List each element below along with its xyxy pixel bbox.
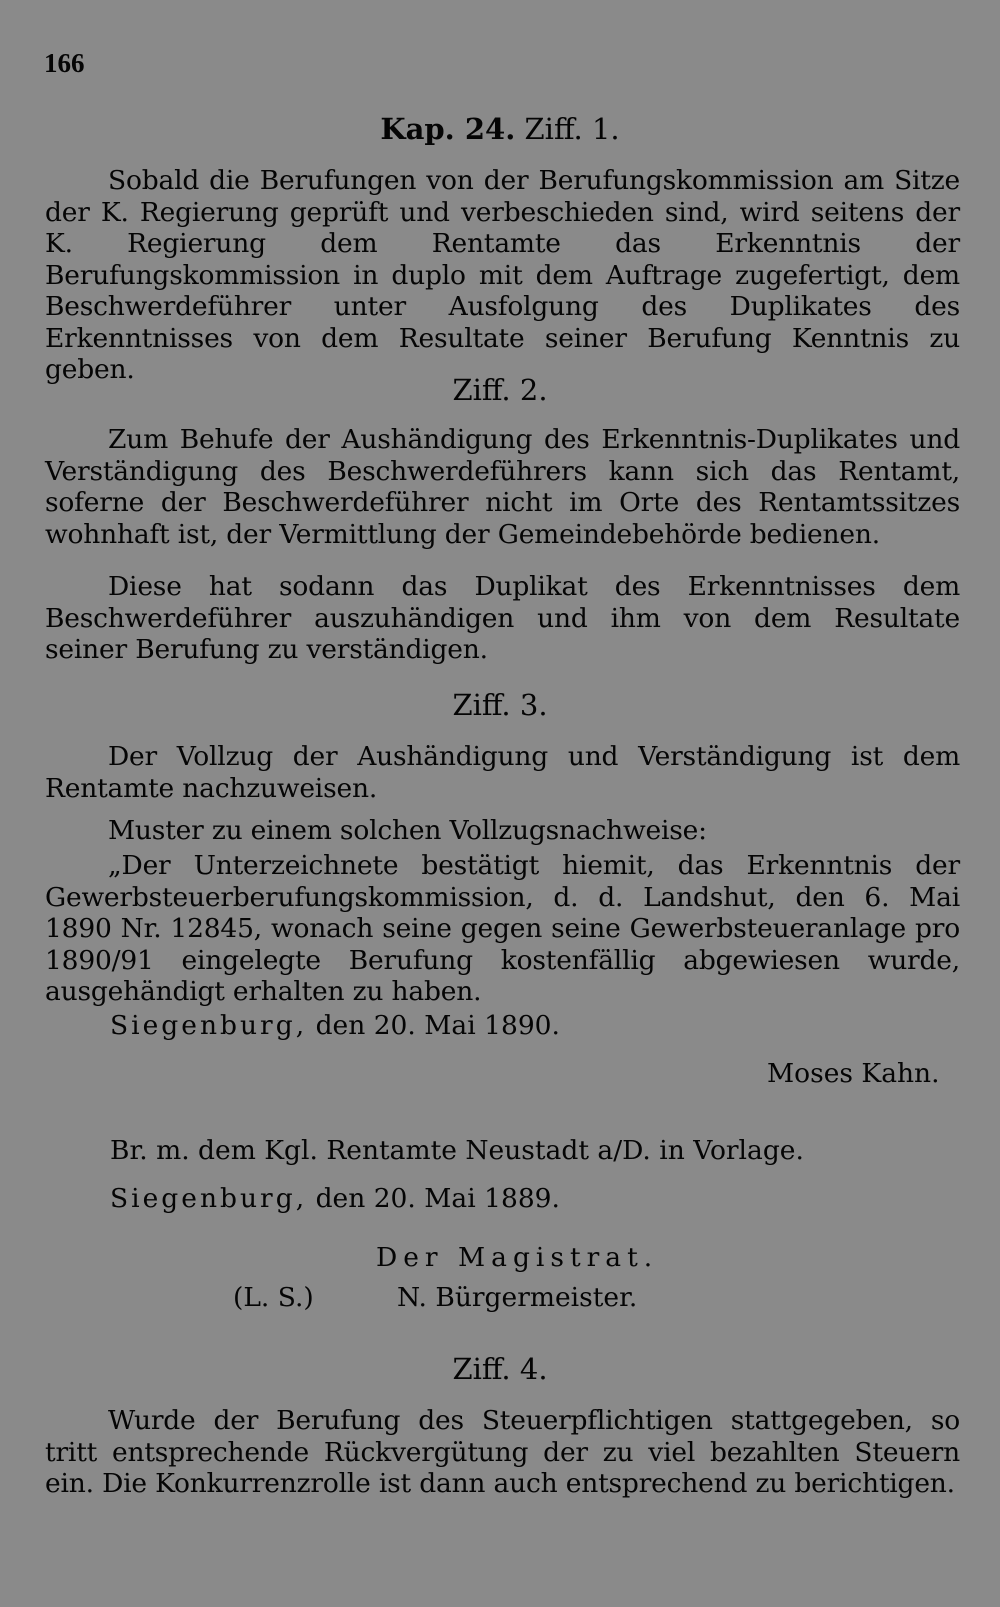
ziff3-title: Ziff. 3. [452, 688, 548, 722]
magistrat-heading: Der Magistrat. [376, 1242, 659, 1273]
ziff3-paragraph-2: Muster zu einem solchen Vollzugsnachweise: [108, 815, 707, 846]
ziff1-title: Ziff. 1. [524, 112, 620, 146]
ziff3-paragraph-1: Der Vollzug der Aushändigung und Verständigung ist dem Rentamte nachzuweisen. [45, 741, 960, 804]
ziff4-paragraph: Wurde der Berufung des Steuerpflichtigen stattgegeben, so tritt entsprechende Rückvergütung der zu viel bezahlten Steuern ein. Die Konkurrenzrolle ist dann auch entsprechend zu berichtigen. [45, 1405, 960, 1499]
ziff2-title: Ziff. 2. [452, 373, 548, 407]
seal-mark: (L. S.) [233, 1282, 314, 1313]
place-date-1 [110, 1010, 560, 1041]
chapter-heading [0, 112, 1000, 146]
signature-1: Moses Kahn. [767, 1058, 940, 1089]
place-date-2 [110, 1183, 560, 1214]
ziff3-quote: „Der Unterzeichnete bestätigt hiemit, das Erkenntnis der Gewerbsteuerberufungskommission, d. d. Landshut, den 6. Mai 1890 Nr. 12845, wonach seine gegen seine Gewerbsteueranlage pro 1890/91 eingelegte Berufung kostenfällig abgewiesen wurde, ausgehändigt erhalten zu haben. [45, 850, 960, 1007]
place-date-2-date: den 20. Mai 1889. [315, 1183, 560, 1214]
place-date-1-date: den 20. Mai 1890. [315, 1010, 560, 1041]
mayor-signature: N. Bürgermeister. [397, 1282, 638, 1313]
place-date-1-place: Siegenburg, [110, 1010, 308, 1041]
ziff1-paragraph: Sobald die Berufungen von der Berufungskommission am Sitze der K. Regierung geprüft und verbeschieden sind, wird seitens der K. Regierung dem Rentamte das Erkenntnis der Berufungskommission in duplo mit dem Auftrage zugefertigt, dem Beschwerdeführer unter Ausfolgung des Duplikates des Erkenntnisses von dem Resultate seiner Berufung Kenntnis zu geben. [45, 165, 960, 385]
chapter-title: Kap. 24. [380, 112, 516, 146]
ziff4-title: Ziff. 4. [452, 1352, 548, 1386]
page-number: 166 [44, 48, 85, 78]
place-date-2-place: Siegenburg, [110, 1183, 308, 1214]
ziff2-paragraph-2: Diese hat sodann das Duplikat des Erkenntnisses dem Beschwerdeführer auszuhändigen und ihm von dem Resultate seiner Berufung zu verständigen. [45, 571, 960, 665]
ziff2-paragraph-1: Zum Behufe der Aushändigung des Erkenntnis-Duplikates und Verständigung des Beschwerdeführers kann sich das Rentamt, soferne der Beschwerdeführer nicht im Orte des Rentamtssitzes wohnhaft ist, der Vermittlung der Gemeindebehörde bedienen. [45, 424, 960, 550]
forward-line: Br. m. dem Kgl. Rentamte Neustadt a/D. in Vorlage. [110, 1135, 804, 1166]
